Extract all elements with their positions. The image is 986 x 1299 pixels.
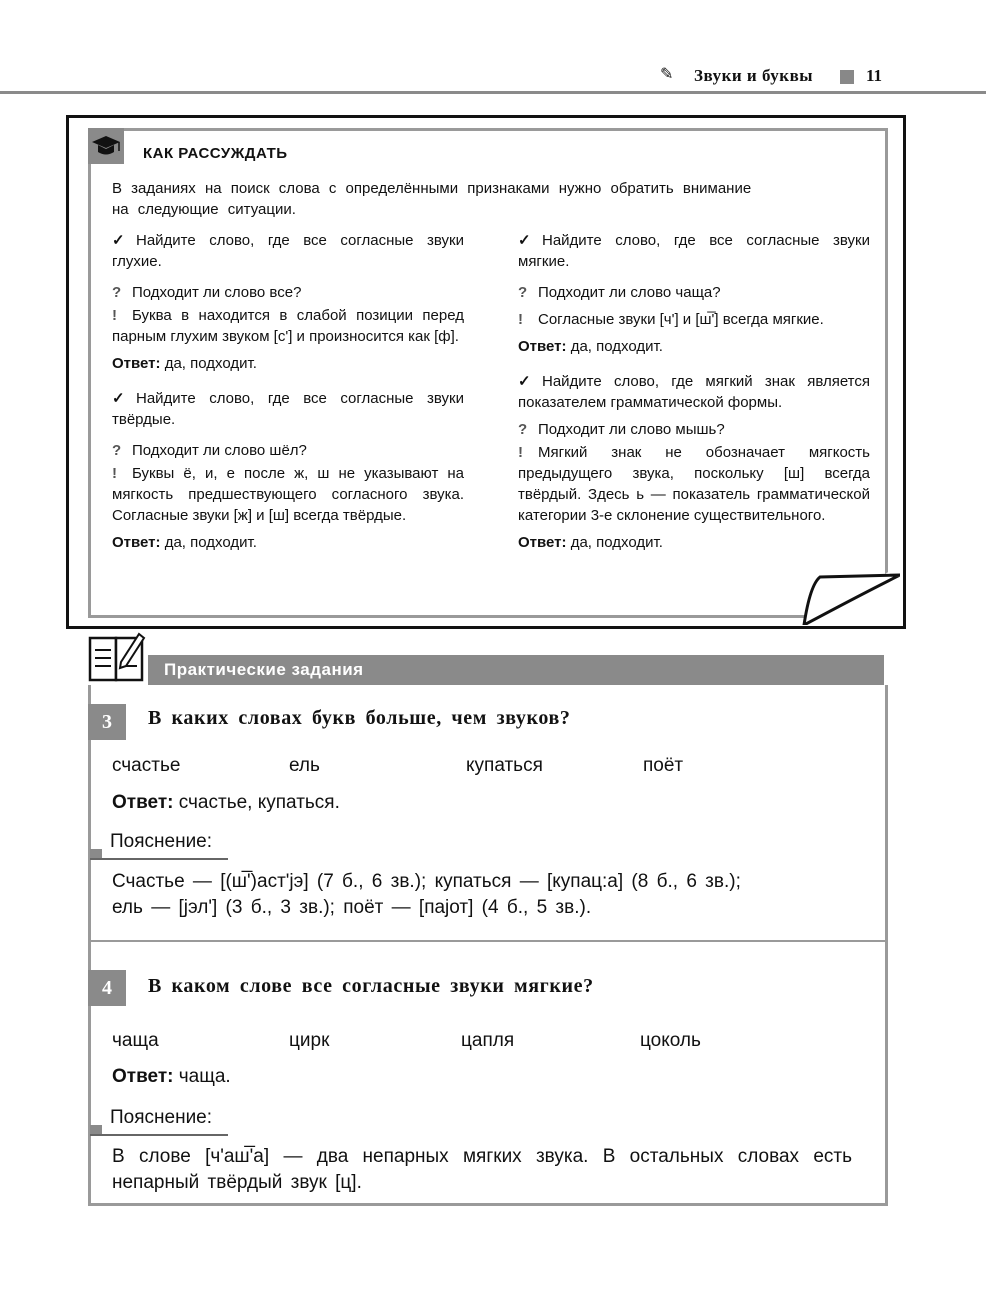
task-explanation: Счастье — [(ш̅')аст'jэ] (7 б., 6 зв.); купаться — [купац:а] (8 б., 6 зв.); ель — [jэл'] (3 б., 3 зв.); поёт — [паjот] (4 б., 5 зв.).: [112, 871, 741, 918]
word-option: чаща: [112, 1030, 159, 1051]
checkmark-icon: ✓: [112, 232, 125, 249]
explanation-item: ! Буквы ё, и, е после ж, ш не указывают на мягкость предшествующего согласного звука. Согласные звуки [ж] и [ш] всегда твёрдые.: [112, 465, 464, 524]
word-option: счастье: [112, 755, 181, 776]
graduation-cap-icon: [88, 128, 124, 164]
question-icon: ?: [112, 442, 122, 459]
notebook-pencil-icon: [87, 630, 147, 685]
reasoning-right-column: [518, 230, 870, 553]
question-item: ? Подходит ли слово шёл?: [112, 442, 307, 459]
exclamation-icon: !: [112, 465, 117, 482]
task-separator: [91, 940, 885, 942]
question-icon: ?: [518, 284, 528, 301]
practice-title: Практические задания: [164, 660, 364, 679]
question-icon: ?: [112, 284, 122, 301]
question-icon: ?: [518, 421, 528, 438]
word-option: цирк: [289, 1030, 330, 1051]
task-number: 3: [88, 704, 126, 740]
task-question: В каких словах букв больше, чем звуков?: [148, 707, 571, 729]
exclamation-icon: !: [518, 311, 523, 328]
word-option: купаться: [466, 755, 543, 776]
page-header: [0, 62, 986, 92]
practice-header-bar: [148, 655, 884, 685]
task-explanation: В слове [ч'аш̅'а] — два непарных мягких звука. В остальных словах есть непарный твёрдый звук [ц].: [112, 1146, 852, 1193]
header-rule: [0, 91, 986, 94]
task-number: 4: [88, 970, 126, 1006]
question-item: ? Подходит ли слово чаща?: [518, 284, 721, 301]
word-option: цапля: [461, 1030, 515, 1051]
explanation-item: ! Согласные звуки [ч'] и [ш̅'] всегда мягкие.: [518, 311, 824, 328]
answer-item: Ответ: да, подходит.: [518, 338, 663, 355]
answer-item: Ответ: да, подходит.: [112, 355, 257, 372]
page-fold-corner: [800, 565, 900, 625]
reasoning-left-column: [112, 230, 464, 553]
question-item: ? Подходит ли слово мышь?: [518, 421, 725, 438]
task-item: ✓ Найдите слово, где все согласные звуки твёрдые.: [112, 390, 464, 428]
explanation-item: ! Мягкий знак не обозначает мягкость предыдущего звука, поскольку [ш] всегда твёрдый. Здесь ь — показатель грамматической категории 3-е склонение существительного.: [518, 444, 870, 524]
task-item: ✓ Найдите слово, где все согласные звуки мягкие.: [518, 232, 870, 270]
answer-item: Ответ: да, подходит.: [518, 534, 663, 551]
section-title: Звуки и буквы: [694, 66, 814, 85]
page-number: 11: [866, 66, 883, 85]
explanation-item: ! Буква в находится в слабой позиции перед парным глухим звуком [с'] и произносится как [ф].: [112, 307, 464, 345]
exclamation-icon: !: [518, 444, 523, 461]
task-question: В каком слове все согласные звуки мягкие?: [148, 975, 594, 997]
task-item: ✓ Найдите слово, где мягкий знак является показателем грамматической формы.: [518, 373, 870, 411]
exclamation-icon: !: [112, 307, 117, 324]
task-answer: Ответ: счастье, купаться.: [112, 792, 340, 813]
word-option: поёт: [643, 755, 684, 776]
task-item: ✓ Найдите слово, где все согласные звуки глухие.: [112, 232, 464, 270]
reasoning-intro: В заданиях на поиск слова с определёнными признаками нужно обратить внимание на следующие ситуации.: [112, 180, 752, 218]
question-item: ? Подходит ли слово все?: [112, 284, 302, 301]
checkmark-icon: ✓: [518, 232, 531, 249]
header-square-marker: [840, 70, 854, 84]
word-option: цоколь: [640, 1030, 701, 1051]
book-icon: ✎: [660, 66, 674, 83]
reasoning-title: КАК РАССУЖДАТЬ: [143, 145, 288, 162]
checkmark-icon: ✓: [518, 373, 531, 390]
answer-item: Ответ: да, подходит.: [112, 534, 257, 551]
task-answer: Ответ: чаща.: [112, 1066, 231, 1087]
checkmark-icon: ✓: [112, 390, 125, 407]
word-option: ель: [289, 755, 320, 776]
